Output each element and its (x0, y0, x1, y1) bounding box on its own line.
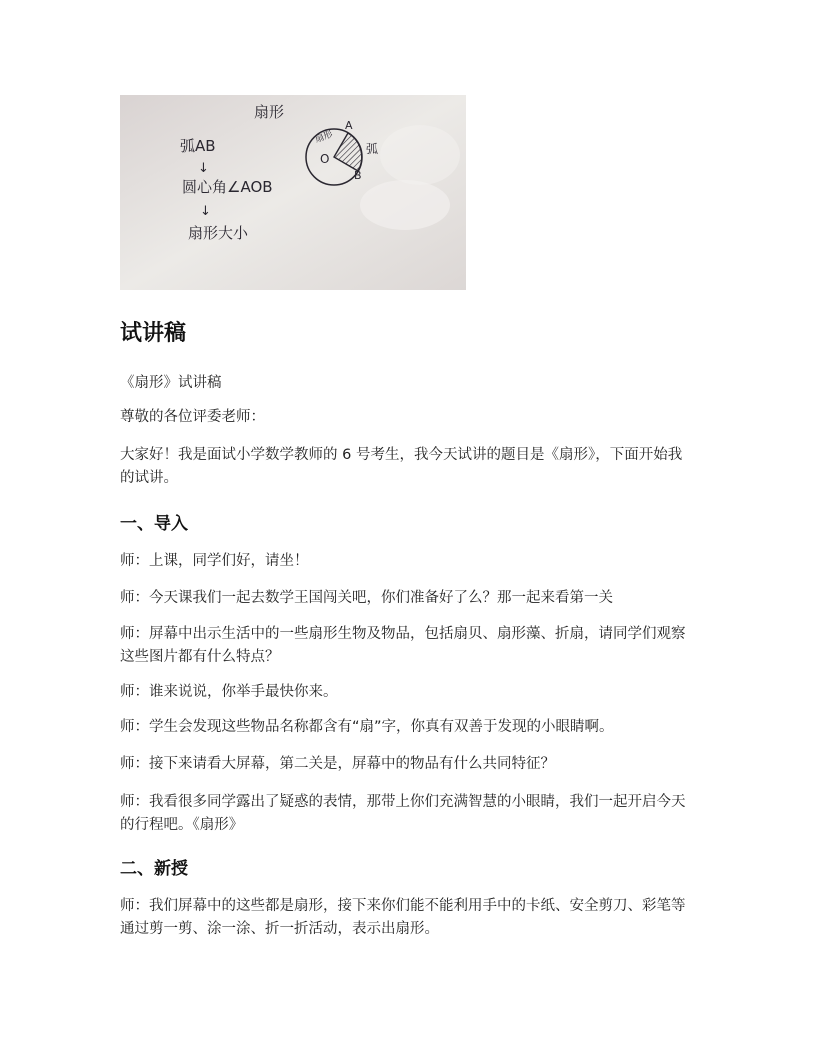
handwritten-note-photo (120, 95, 466, 290)
lesson-subtitle: 《扇形》试讲稿 (120, 375, 222, 391)
section-heading-intro: 一、导入 (120, 514, 188, 534)
note-arrow-2: ↓ (200, 204, 211, 219)
section1-paragraph-3: 师：屏幕中出示生活中的一些扇形生物及物品，包括扇贝、扇形藻、折扇，请同学们观察这些图片都有什么特点？ (120, 626, 686, 665)
section1-paragraph-7: 师：我看很多同学露出了疑惑的表情，那带上你们充满智慧的小眼睛，我们一起开启今天的行程吧。《扇形》 (120, 794, 686, 833)
center-label: O (320, 152, 330, 166)
section1-paragraph-2: 师：今天课我们一起去数学王国闯关吧，你们准备好了么？那一起来看第一关 (120, 590, 613, 606)
note-line-angle: 圆心角∠AOB (182, 178, 273, 196)
intro-paragraph: 大家好！我是面试小学数学教师的 6 号考生，我今天试讲的题目是《扇形》，下面开始我的试讲。 (120, 447, 683, 486)
sector-label: 扇形 (313, 129, 335, 146)
note-photo-drawing (120, 95, 466, 290)
section1-paragraph-4: 师：谁来说说，你举手最快你来。 (120, 684, 338, 700)
document-title: 试讲稿 (120, 321, 187, 346)
section1-paragraph-1: 师：上课，同学们好，请坐！ (120, 553, 309, 569)
arc-label: 弧 (366, 142, 379, 156)
greeting-judges: 尊敬的各位评委老师： (120, 409, 265, 425)
note-line-arc: 弧AB (180, 137, 216, 155)
section1-paragraph-5: 师：学生会发现这些物品名称都含有“扇”字，你真有双善于发现的小眼睛啊。 (120, 719, 614, 735)
note-line-size: 扇形大小 (188, 224, 249, 242)
section-heading-new-lesson: 二、新授 (120, 859, 188, 879)
point-a-label: A (345, 119, 353, 132)
note-title: 扇形 (254, 103, 285, 121)
section2-paragraph-1: 师：我们屏幕中的这些都是扇形，接下来你们能不能利用手中的卡纸、安全剪刀、彩笔等通过剪一剪、涂一涂、折一折活动，表示出扇形。 (120, 898, 686, 937)
note-arrow-1: ↓ (198, 161, 209, 176)
section1-paragraph-6: 师：接下来请看大屏幕，第二关是，屏幕中的物品有什么共同特征？ (120, 756, 555, 772)
point-b-label: B (354, 169, 362, 182)
